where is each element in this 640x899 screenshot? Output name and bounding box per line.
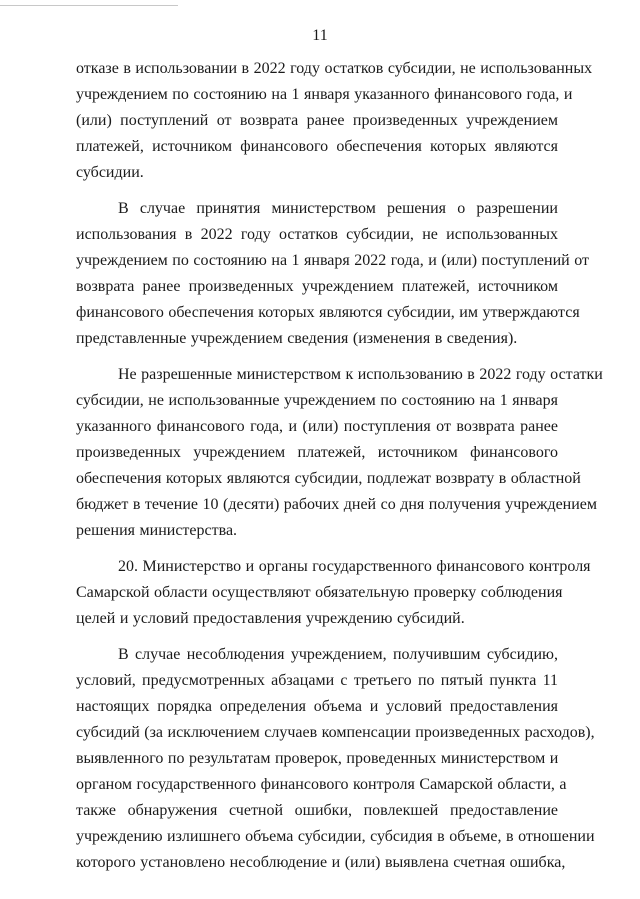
text-line: обеспечения которых являются субсидии, подлежат возврату в областной [76,470,581,487]
text-line: решения министерства. [76,522,238,539]
text-line: представленные учреждением сведения (изменения в сведения). [76,330,518,347]
text-line: учреждением по состоянию на 1 января указанного финансового года, и [76,86,573,103]
text-line: платежей, источником финансового обеспечения которых являются [76,138,558,155]
text-line: (или) поступлений от возврата ранее произведенных учреждением [76,112,558,129]
text-line: 20. Министерство и органы государственного финансового контроля [118,558,591,575]
paragraph-item-20 [76,554,591,632]
text-line: Самарской области осуществляют обязательную проверку соблюдения [76,584,563,601]
text-line: субсидии. [76,164,144,181]
paragraph-continuation [76,56,593,186]
text-line: указанного финансового года, и (или) поступления от возврата ранее [76,418,558,435]
text-line: субсидии, не использованные учреждением по состоянию на 1 января [76,392,558,409]
text-line: учреждением по состоянию на 1 января 2022 года, и (или) поступлений от [76,252,589,269]
text-line: В случае несоблюдения учреждением, получившим субсидию, [118,646,558,663]
text-line: произведенных учреждением платежей, источником финансового [76,444,558,461]
paragraph-permission-decision [76,196,589,352]
text-line: выявленного по результатам проверок, проведенных министерством и [76,750,559,767]
text-line: которого установлено несоблюдение и (или) выявлена счетная ошибка, [76,854,566,871]
text-line: целей и условий предоставления учреждению субсидий. [76,610,465,627]
scan-edge-line [0,5,178,6]
body-text [76,56,603,876]
text-line: учреждению излишнего объема субсидии, субсидия в объеме, в отношении [76,828,595,845]
page-number: 11 [312,27,328,44]
text-line: Не разрешенные министерством к использованию в 2022 году остатки [118,366,603,383]
text-line: В случае принятия министерством решения о разрешении [118,200,558,217]
text-line: субсидий (за исключением случаев компенсации произведенных расходов), [76,724,595,741]
text-line: также обнаружения счетной ошибки, повлекшей предоставление [76,802,558,819]
text-line: финансового обеспечения которых являются субсидии, им утверждаются [76,304,580,321]
text-line: органом государственного финансового контроля Самарской области, а [76,776,567,793]
text-line: условий, предусмотренных абзацами с третьего по пятый пункта 11 [76,672,558,689]
text-line: отказе в использовании в 2022 году остатков субсидии, не использованных [76,60,593,77]
text-line: возврата ранее произведенных учреждением платежей, источником [76,278,558,295]
text-line: использования в 2022 году остатков субсидии, не использованных [76,226,558,243]
text-line: настоящих порядка определения объема и условий предоставления [76,698,558,715]
paragraph-return-of-balances [76,362,603,544]
paragraph-noncompliance [76,642,595,876]
text-line: бюджет в течение 10 (десяти) рабочих дней со дня получения учреждением [76,496,598,513]
